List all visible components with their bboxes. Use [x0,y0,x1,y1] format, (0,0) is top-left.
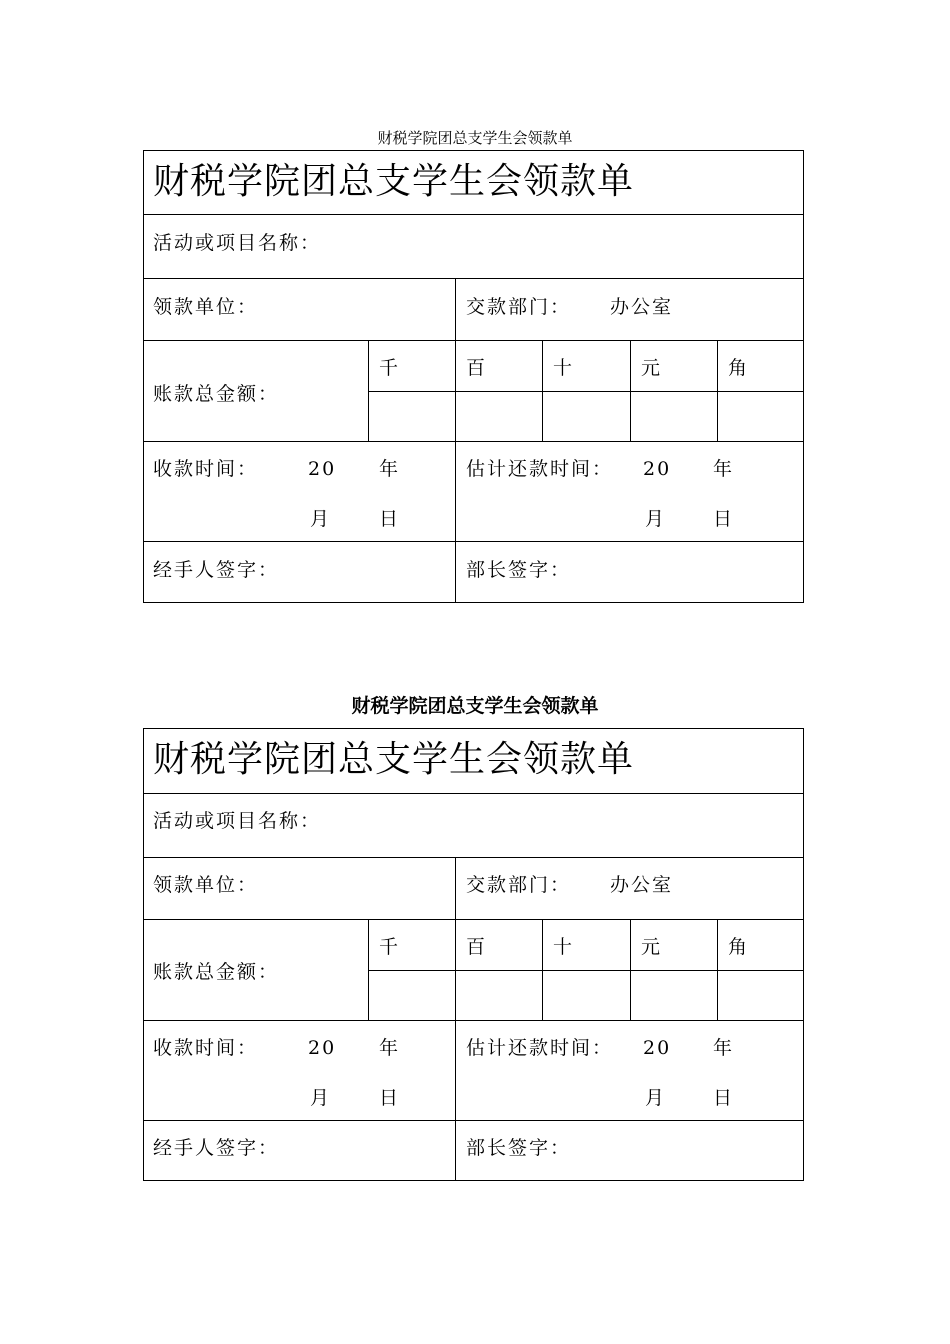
digit-thousands: 千 [379,357,401,379]
column-divider [455,857,456,1180]
row-divider [144,857,803,858]
activity-label: 活动或项目名称： [153,810,322,832]
receive-year-char: 年 [379,458,401,480]
handler-label: 经手人签字： [153,1137,280,1159]
unit-label: 领款单位： [153,296,259,318]
repay-month-char: 月 [645,508,667,530]
dept-value: 办公室 [610,296,674,318]
row-divider [144,1120,803,1121]
digit-yuan: 元 [641,357,663,379]
payment-form [143,728,804,1181]
receive-day-char: 日 [379,508,401,530]
row-divider [144,441,803,442]
row-divider [144,541,803,542]
repay-year-prefix: 20 [643,1037,672,1059]
digit-tens: 十 [553,357,575,379]
dept-label: 交款部门： [466,874,572,896]
form-title: 财税学院团总支学生会领款单 [153,739,635,780]
row-divider [144,214,803,215]
repay-day-char: 日 [713,508,735,530]
row-divider [368,391,803,392]
receive-year-prefix: 20 [308,1037,337,1059]
digit-yuan: 元 [641,936,663,958]
receive-day-char: 日 [379,1087,401,1109]
total-label: 账款总金额： [153,961,280,983]
row-divider [144,919,803,920]
row-divider [144,1020,803,1021]
dept-value: 办公室 [610,874,674,896]
digit-thousands: 千 [379,936,401,958]
repay-year-char: 年 [713,1037,735,1059]
row-divider [144,278,803,279]
repay-month-char: 月 [645,1087,667,1109]
form-caption: 财税学院团总支学生会领款单 [351,695,599,717]
handler-label: 经手人签字： [153,559,280,581]
receive-month-char: 月 [310,1087,332,1109]
column-divider [455,278,456,602]
receive-year-char: 年 [379,1037,401,1059]
digit-tens: 十 [553,936,575,958]
receive-label: 收款时间： [153,458,259,480]
form-caption: 财税学院团总支学生会领款单 [377,129,573,147]
minister-label: 部长签字： [466,1137,572,1159]
total-label: 账款总金额： [153,383,280,405]
row-divider [144,793,803,794]
row-divider [144,340,803,341]
repay-label: 估计还款时间： [466,458,614,480]
form-title: 财税学院团总支学生会领款单 [153,161,635,202]
digit-jiao: 角 [728,357,750,379]
row-divider [368,970,803,971]
digit-hundreds: 百 [466,357,488,379]
dept-label: 交款部门： [466,296,572,318]
payment-form [143,150,804,603]
receive-year-prefix: 20 [308,458,337,480]
digit-jiao: 角 [728,936,750,958]
receive-label: 收款时间： [153,1037,259,1059]
repay-label: 估计还款时间： [466,1037,614,1059]
activity-label: 活动或项目名称： [153,232,322,254]
repay-year-prefix: 20 [643,458,672,480]
unit-label: 领款单位： [153,874,259,896]
receive-month-char: 月 [310,508,332,530]
repay-year-char: 年 [713,458,735,480]
repay-day-char: 日 [713,1087,735,1109]
minister-label: 部长签字： [466,559,572,581]
digit-hundreds: 百 [466,936,488,958]
